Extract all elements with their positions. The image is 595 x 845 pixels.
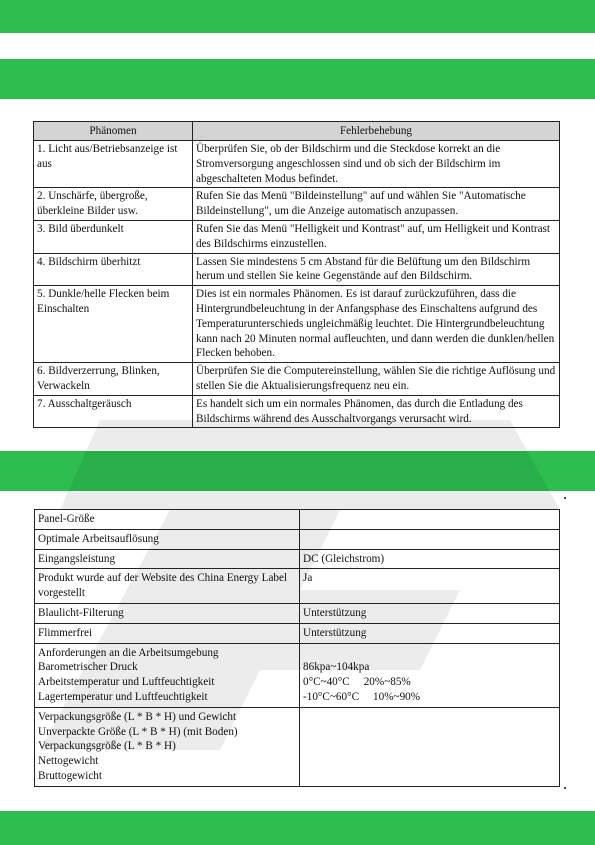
environment-item-value: -10°C~60°C 10%~90% <box>303 690 421 703</box>
environment-labels-cell <box>35 643 300 707</box>
bottom-green-band <box>0 811 595 845</box>
environment-item-label: Lagertemperatur und Luftfeuchtigkeit <box>38 690 208 703</box>
packaging-line: Verpackungsgröße (L * B * H) und Gewicht <box>38 710 237 723</box>
table-row <box>35 510 560 530</box>
page-mark-dot <box>564 787 566 789</box>
spec-value: Ja <box>300 569 560 604</box>
table-header-row <box>34 122 560 141</box>
table-row <box>34 363 560 396</box>
phenomenon-cell: 1. Licht aus/Betriebsanzeige ist aus <box>34 141 193 188</box>
table-row <box>34 188 560 221</box>
table-row <box>35 549 560 569</box>
spec-label: Flimmerfrei <box>35 623 300 643</box>
table-row-packaging <box>35 707 560 786</box>
packaging-line: Unverpackte Größe (L * B * H) (mit Boden) <box>38 725 238 738</box>
spec-value: Unterstützung <box>300 603 560 623</box>
spec-value: DC (Gleichstrom) <box>300 549 560 569</box>
phenomenon-cell: 6. Bildverzerrung, Blinken, Verwackeln <box>34 363 193 396</box>
solution-cell: Überprüfen Sie die Computereinstellung, wählen Sie die richtige Auflösung und stellen Sie die Aktualisierungsfrequenz neu ein. <box>193 363 560 396</box>
solution-cell: Überprüfen Sie, ob der Bildschirm und die Steckdose korrekt an die Stromversorgung angeschlossen sind und ob sich der Bildschirm im abgeschalteten Modus befindet. <box>193 141 560 188</box>
solution-cell: Dies ist ein normales Phänomen. Es ist darauf zurückzuführen, dass die Hintergrundbeleuchtung in der Anfangsphase des Einschaltens aufgrund des Temperaturunterschieds ungleichmäßig leuchtet. Die Hintergrundbeleuchtung kann nach 20 Minuten normal aufleuchten, und dann werden die dunklen/hellen Flecken behoben. <box>193 286 560 363</box>
environment-item-value: 0°C~40°C 20%~85% <box>303 676 411 689</box>
packaging-line: Bruttogewicht <box>38 769 103 782</box>
phenomenon-cell: 5. Dunkle/helle Flecken beim Einschalten <box>34 286 193 363</box>
spec-label: Optimale Arbeitsauflösung <box>35 529 300 549</box>
spec-value: Unterstützung <box>300 623 560 643</box>
phenomenon-cell: 7. Ausschaltgeräusch <box>34 395 193 428</box>
spec-value <box>300 510 560 530</box>
environment-heading: Anforderungen an die Arbeitsumgebung <box>38 646 219 659</box>
table-row <box>34 286 560 363</box>
packaging-value-cell <box>300 707 560 786</box>
spec-label: Panel-Größe <box>35 510 300 530</box>
table-row <box>35 569 560 604</box>
solution-cell: Rufen Sie das Menü "Bildeinstellung" auf und wählen Sie "Automatische Bildeinstellung", um die Anzeige automatisch anzupassen. <box>193 188 560 221</box>
packaging-labels-cell <box>35 707 300 786</box>
packaging-line: Verpackungsgröße (L * B * H) <box>38 740 176 753</box>
environment-item-label: Barometrischer Druck <box>38 661 138 674</box>
phenomenon-cell: 2. Unschärfe, übergroße, überkleine Bilder usw. <box>34 188 193 221</box>
table-row <box>34 220 560 253</box>
table-row <box>34 395 560 428</box>
spec-label: Produkt wurde auf der Website des China Energy Label vorgestellt <box>35 569 300 604</box>
table-row-environment <box>35 643 560 707</box>
column-header-solution: Fehlerbehebung <box>193 122 560 141</box>
environment-item-value: 86kpa~104kpa <box>303 661 370 674</box>
troubleshooting-table <box>33 121 560 428</box>
table-row <box>34 253 560 286</box>
table-row <box>35 623 560 643</box>
spec-label: Blaulicht-Filterung <box>35 603 300 623</box>
table-row <box>34 141 560 188</box>
solution-cell: Rufen Sie das Menü "Helligkeit und Kontrast" auf, um Helligkeit und Kontrast des Bildschirms einzustellen. <box>193 220 560 253</box>
solution-cell: Lassen Sie mindestens 5 cm Abstand für die Belüftung um den Bildschirm herum und stellen Sie keine Gegenstände auf den Bildschirm. <box>193 253 560 286</box>
specifications-table <box>34 509 560 787</box>
spec-label: Eingangsleistung <box>35 549 300 569</box>
page-mark-dot <box>564 497 566 499</box>
spec-value <box>300 529 560 549</box>
table-row <box>35 603 560 623</box>
top-green-band <box>0 0 595 33</box>
solution-cell: Es handelt sich um ein normales Phänomen, das durch die Entladung des Bildschirms während des Ausschaltvorgangs verursacht wird. <box>193 395 560 428</box>
phenomenon-cell: 3. Bild überdunkelt <box>34 220 193 253</box>
environment-item-label: Arbeitstemperatur und Luftfeuchtigkeit <box>38 676 215 689</box>
packaging-line: Nettogewicht <box>38 755 99 768</box>
phenomenon-cell: 4. Bildschirm überhitzt <box>34 253 193 286</box>
section-header-band-troubleshooting <box>0 59 595 99</box>
table-row <box>35 529 560 549</box>
column-header-phenomenon: Phänomen <box>34 122 193 141</box>
environment-values-cell <box>300 643 560 707</box>
